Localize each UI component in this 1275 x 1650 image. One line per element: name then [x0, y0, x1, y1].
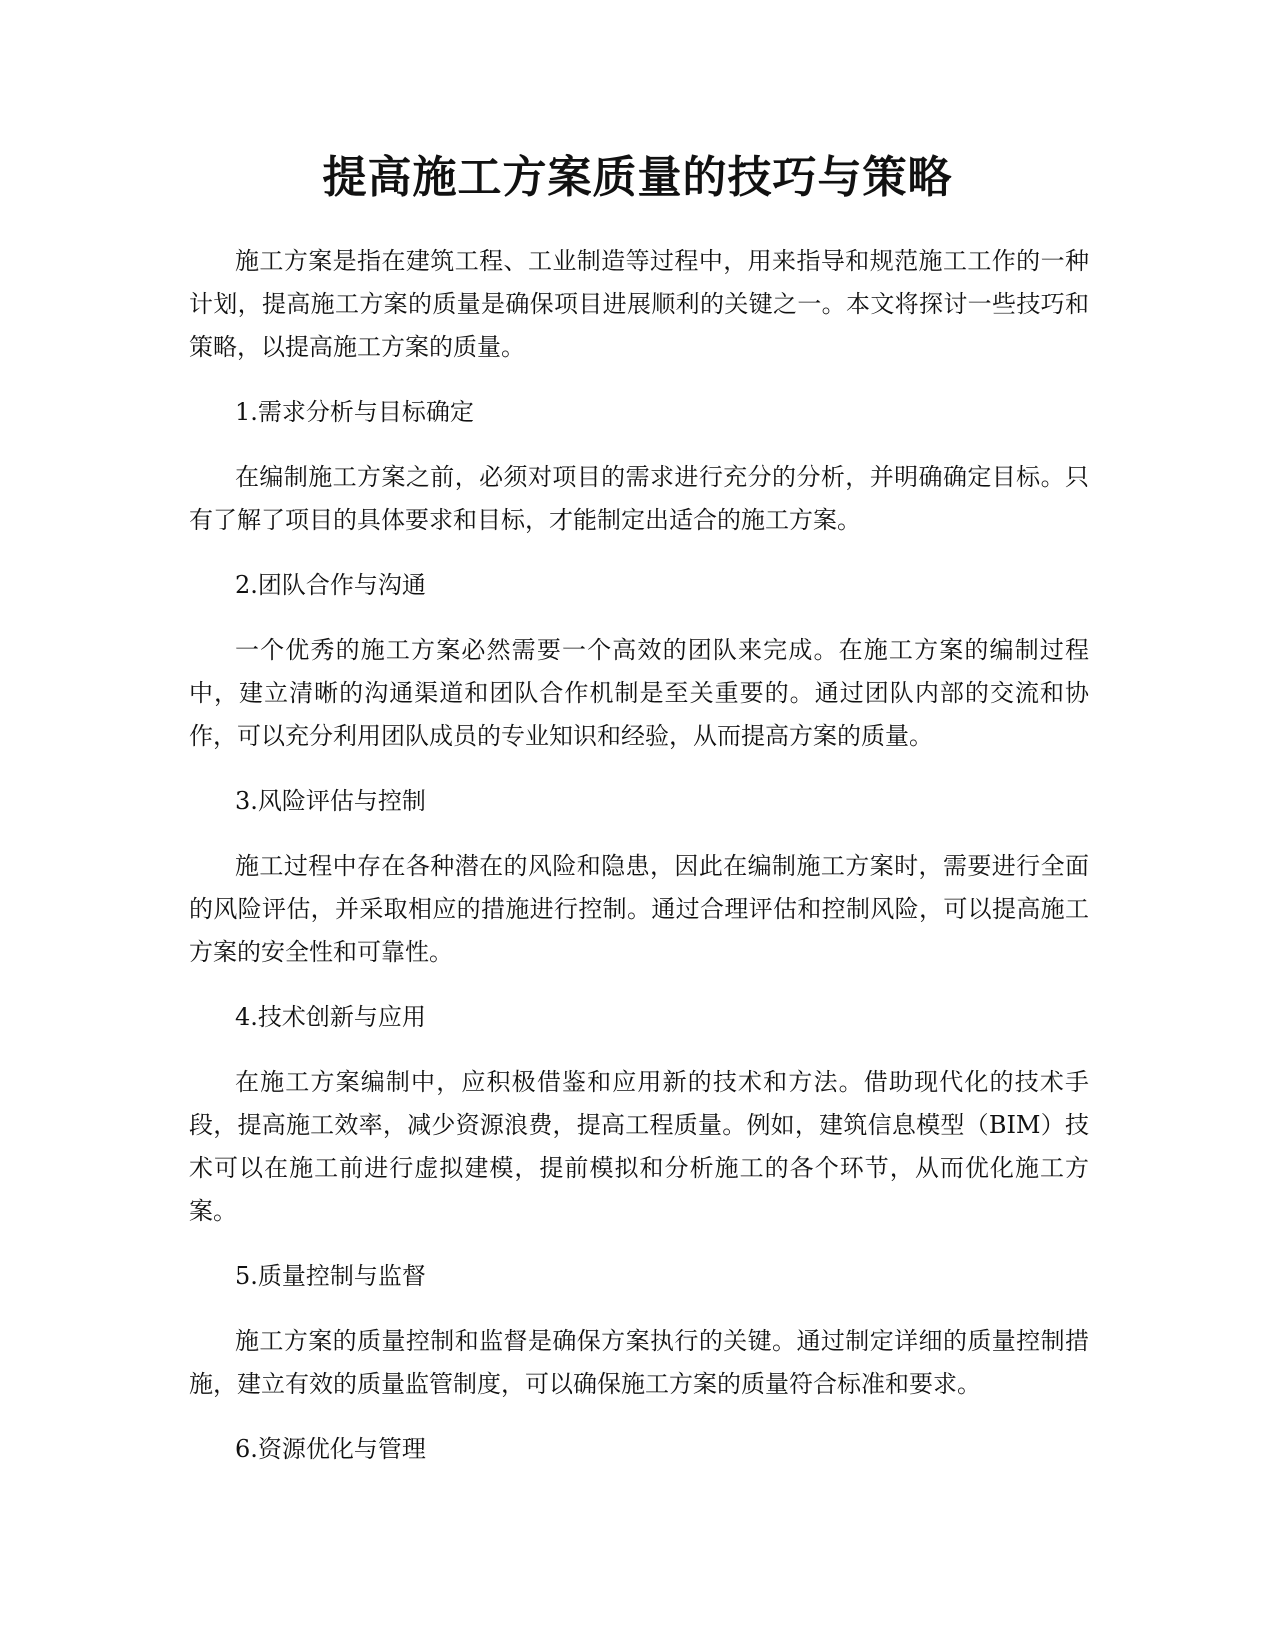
section-heading-5: 5.质量控制与监督	[235, 1262, 426, 1290]
intro-paragraph: 施工方案是指在建筑工程、工业制造等过程中，用来指导和规范施工工作的一种计划，提高施工方案的质量是确保项目进展顺利的关键之一。本文将探讨一些技巧和策略，以提高施工方案的质量。	[189, 247, 1089, 361]
section-paragraph-5: 施工方案的质量控制和监督是确保方案执行的关键。通过制定详细的质量控制措施，建立有效的质量监管制度，可以确保施工方案的质量符合标准和要求。	[189, 1327, 1089, 1398]
section-paragraph-3: 施工过程中存在各种潜在的风险和隐患，因此在编制施工方案时，需要进行全面的风险评估，并采取相应的措施进行控制。通过合理评估和控制风险，可以提高施工方案的安全性和可靠性。	[189, 852, 1089, 966]
section-heading-4: 4.技术创新与应用	[235, 1003, 426, 1031]
section-heading-6: 6.资源优化与管理	[235, 1435, 426, 1463]
section-heading-3: 3.风险评估与控制	[235, 787, 426, 815]
section-paragraph-1: 在编制施工方案之前，必须对项目的需求进行充分的分析，并明确确定目标。只有了解了项目的具体要求和目标，才能制定出适合的施工方案。	[189, 463, 1089, 534]
section-heading-1: 1.需求分析与目标确定	[235, 398, 474, 426]
document-body	[189, 240, 1089, 1493]
section-paragraph-2: 一个优秀的施工方案必然需要一个高效的团队来完成。在施工方案的编制过程中，建立清晰的沟通渠道和团队合作机制是至关重要的。通过团队内部的交流和协作，可以充分利用团队成员的专业知识和经验，从而提高方案的质量。	[189, 636, 1089, 750]
document-title: 提高施工方案质量的技巧与策略	[322, 152, 953, 203]
section-paragraph-4: 在施工方案编制中，应积极借鉴和应用新的技术和方法。借助现代化的技术手段，提高施工效率，减少资源浪费，提高工程质量。例如，建筑信息模型（BIM）技术可以在施工前进行虚拟建模，提前模拟和分析施工的各个环节，从而优化施工方案。	[189, 1068, 1089, 1225]
section-heading-2: 2.团队合作与沟通	[235, 571, 426, 599]
